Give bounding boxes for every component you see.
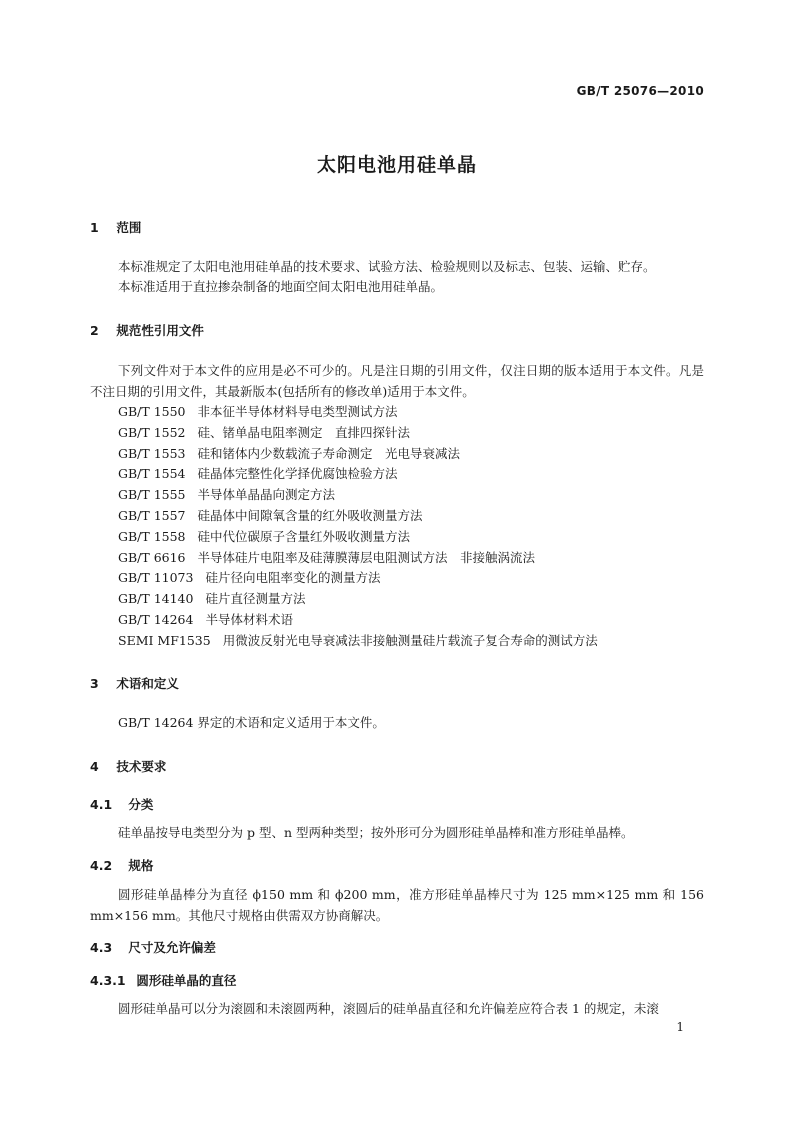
section-title: 尺寸及允许偏差 <box>128 940 216 955</box>
reference-item <box>118 568 598 589</box>
section-number: 3 <box>90 676 99 691</box>
section-title: 圆形硅单晶的直径 <box>136 973 237 988</box>
section-1-heading <box>90 218 141 236</box>
reference-code: GB/T 1557 <box>118 507 186 523</box>
terms-paragraph: GB/T 14264 界定的术语和定义适用于本文件。 <box>118 715 385 730</box>
reference-code: GB/T 1550 <box>118 404 186 419</box>
reference-item <box>118 402 598 423</box>
reference-item <box>118 444 598 465</box>
reference-code: GB/T 14264 <box>118 611 194 627</box>
reference-item <box>118 423 598 444</box>
reference-title: 硅晶体中间隙氧含量的红外吸收测量方法 <box>197 507 423 523</box>
reference-code: GB/T 1552 <box>118 424 186 440</box>
reference-item <box>118 548 598 569</box>
section-number: 4.3.1 <box>90 973 126 988</box>
reference-item <box>118 527 598 548</box>
section-4-heading <box>90 757 166 775</box>
reference-code: GB/T 6616 <box>118 549 186 565</box>
reference-code: GB/T 1553 <box>118 445 186 461</box>
section-4-3-heading <box>90 938 216 956</box>
section-number: 1 <box>90 220 99 235</box>
reference-title: 硅中代位碳原子含量红外吸收测量方法 <box>197 528 411 544</box>
reference-item <box>118 485 598 506</box>
scope-paragraph-1: 本标准规定了太阳电池用硅单晶的技术要求、试验方法、检验规则以及标志、包装、运输、贮存。 <box>118 259 656 274</box>
reference-code: SEMI MF1535 <box>118 632 211 648</box>
reference-title: 硅和锗体内少数载流子寿命测定 光电导衰减法 <box>197 445 461 461</box>
section-4-1-heading <box>90 795 153 813</box>
reference-title: 硅片直径测量方法 <box>205 591 306 607</box>
reference-title: 非本征半导体材料导电类型测试方法 <box>197 404 398 419</box>
document-title: 太阳电池用硅单晶 <box>316 154 477 176</box>
reference-item <box>118 610 598 631</box>
reference-code: GB/T 1555 <box>118 487 186 503</box>
section-title: 规范性引用文件 <box>116 323 204 338</box>
section-title: 分类 <box>128 797 154 812</box>
section-3-heading <box>90 674 179 692</box>
section-title: 技术要求 <box>116 759 167 774</box>
section-number: 4.2 <box>90 858 113 873</box>
reference-title: 硅片径向电阻率变化的测量方法 <box>205 570 381 586</box>
specification-paragraph: 圆形硅单晶棒分为直径 ϕ150 mm 和 ϕ200 mm，准方形硅单晶棒尺寸为 125 mm×125 mm 和 156 mm×156 mm。其他尺寸规格由供需双方协商解决。 <box>90 887 704 923</box>
scope-paragraph-2: 本标准适用于直拉掺杂制备的地面空间太阳电池用硅单晶。 <box>118 279 444 294</box>
reference-code: GB/T 1554 <box>118 466 186 482</box>
reference-list <box>118 402 598 652</box>
reference-item <box>118 506 598 527</box>
section-title: 范围 <box>116 220 142 235</box>
reference-title: 半导体单晶晶向测定方法 <box>197 487 336 503</box>
section-title: 术语和定义 <box>116 676 179 691</box>
reference-item <box>118 631 598 652</box>
reference-code: GB/T 1558 <box>118 528 186 544</box>
section-2-heading <box>90 321 204 339</box>
section-number: 4.3 <box>90 940 113 955</box>
section-number: 4.1 <box>90 797 113 812</box>
reference-item <box>118 464 598 485</box>
reference-title: 半导体硅片电阻率及硅薄膜薄层电阻测试方法 非接触涡流法 <box>197 549 536 565</box>
references-intro: 下列文件对于本文件的应用是必不可少的。凡是注日期的引用文件，仅注日期的版本适用于本文件。凡是不注日期的引用文件，其最新版本(包括所有的修改单)适用于本文件。 <box>90 363 704 399</box>
page-number: 1 <box>676 1020 684 1034</box>
section-4-3-1-heading <box>90 971 236 989</box>
reference-title: 用微波反射光电导衰减法非接触测量硅片载流子复合寿命的测试方法 <box>222 632 598 648</box>
reference-item <box>118 589 598 610</box>
section-title: 规格 <box>128 858 154 873</box>
section-number: 4 <box>90 759 99 774</box>
reference-code: GB/T 14140 <box>118 591 194 607</box>
reference-title: 硅、锗单晶电阻率测定 直排四探针法 <box>197 424 411 440</box>
classification-paragraph: 硅单晶按导电类型分为 p 型、n 型两种类型；按外形可分为圆形硅单晶棒和准方形硅单晶棒。 <box>118 825 634 840</box>
diameter-paragraph: 圆形硅单晶可以分为滚圆和未滚圆两种，滚圆后的硅单晶直径和允许偏差应符合表 1 的规定，未滚 <box>118 1001 659 1016</box>
reference-title: 半导体材料术语 <box>205 611 293 627</box>
reference-code: GB/T 11073 <box>118 570 194 586</box>
reference-title: 硅晶体完整性化学择优腐蚀检验方法 <box>197 466 398 482</box>
section-4-2-heading <box>90 856 153 874</box>
section-number: 2 <box>90 323 99 338</box>
standard-number: GB/T 25076—2010 <box>576 84 704 98</box>
